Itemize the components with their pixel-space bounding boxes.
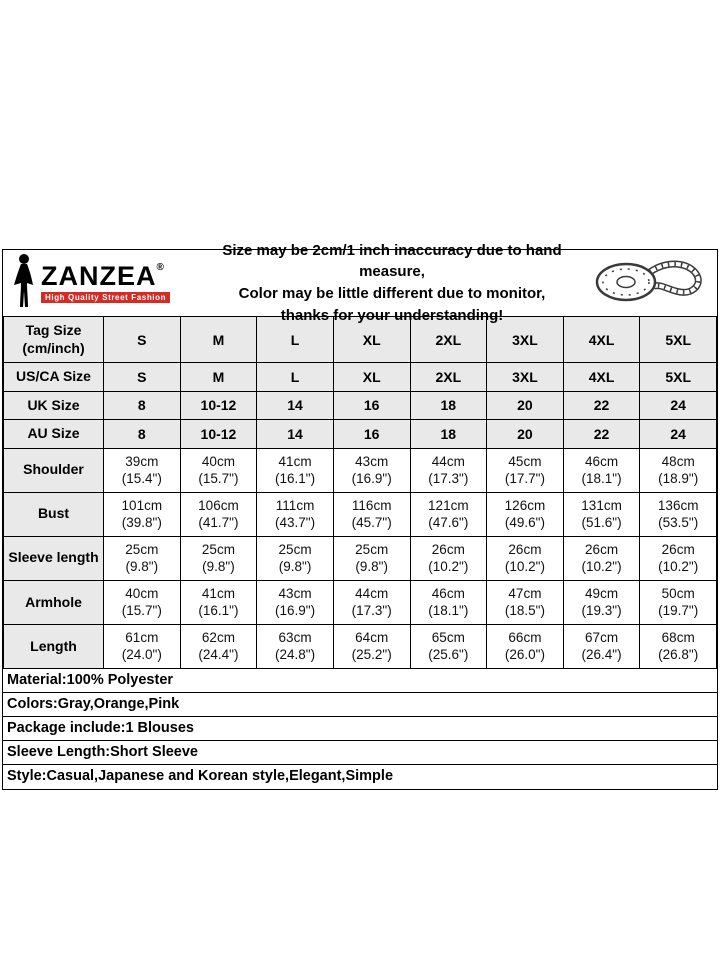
- registered-mark: ®: [156, 262, 165, 273]
- size-value-cell: 5XL: [640, 317, 717, 363]
- table-row: [4, 391, 717, 420]
- brand-name: ZANZEA®: [41, 261, 165, 291]
- size-value-cell: 22: [563, 391, 640, 420]
- size-value-cell: 8: [104, 420, 181, 449]
- table-row: [4, 420, 717, 449]
- notice-text: [195, 240, 589, 327]
- measure-value-cell: 121cm (47.6"): [410, 492, 487, 536]
- table-row: [4, 492, 717, 536]
- table-row: [4, 448, 717, 492]
- product-details: [3, 669, 717, 789]
- size-value-cell: L: [257, 363, 334, 392]
- size-chart-table: [3, 316, 717, 669]
- row-label-cell: US/CA Size: [4, 363, 104, 392]
- measure-value-cell: 43cm (16.9"): [333, 448, 410, 492]
- size-value-cell: 14: [257, 391, 334, 420]
- measure-value-cell: 116cm (45.7"): [333, 492, 410, 536]
- measure-value-cell: 41cm (16.1"): [257, 448, 334, 492]
- measure-value-cell: 63cm (24.8"): [257, 624, 334, 668]
- size-value-cell: S: [104, 317, 181, 363]
- measure-value-cell: 25cm (9.8"): [257, 536, 334, 580]
- measure-value-cell: 68cm (26.8"): [640, 624, 717, 668]
- row-label-cell: Sleeve length: [4, 536, 104, 580]
- table-row: [4, 624, 717, 668]
- size-value-cell: 10-12: [180, 420, 257, 449]
- measure-value-cell: 26cm (10.2"): [487, 536, 564, 580]
- detail-line: Package include:1 Blouses: [3, 717, 717, 741]
- row-label-cell: Armhole: [4, 580, 104, 624]
- measure-value-cell: 111cm (43.7"): [257, 492, 334, 536]
- measure-value-cell: 136cm (53.5"): [640, 492, 717, 536]
- detail-line: Material:100% Polyester: [3, 669, 717, 693]
- size-value-cell: 24: [640, 420, 717, 449]
- row-label-cell: AU Size: [4, 420, 104, 449]
- measure-value-cell: 67cm (26.4"): [563, 624, 640, 668]
- measuring-tape-icon: [589, 256, 711, 310]
- measure-value-cell: 41cm (16.1"): [180, 580, 257, 624]
- size-value-cell: L: [257, 317, 334, 363]
- brand-logo: [9, 253, 195, 314]
- measure-value-cell: 101cm (39.8"): [104, 492, 181, 536]
- measure-value-cell: 25cm (9.8"): [333, 536, 410, 580]
- size-value-cell: 18: [410, 420, 487, 449]
- measure-value-cell: 26cm (10.2"): [410, 536, 487, 580]
- measure-value-cell: 106cm (41.7"): [180, 492, 257, 536]
- row-label-cell: Tag Size (cm/inch): [4, 317, 104, 363]
- size-value-cell: 20: [487, 420, 564, 449]
- notice-line-1: Size may be 2cm/1 inch inaccuracy due to hand measure,: [222, 241, 562, 281]
- woman-silhouette-icon: [9, 253, 37, 314]
- measure-value-cell: 48cm (18.9"): [640, 448, 717, 492]
- size-value-cell: 20: [487, 391, 564, 420]
- measure-value-cell: 131cm (51.6"): [563, 492, 640, 536]
- logo-text: [41, 263, 170, 303]
- measure-value-cell: 25cm (9.8"): [104, 536, 181, 580]
- measure-value-cell: 64cm (25.2"): [333, 624, 410, 668]
- measure-value-cell: 46cm (18.1"): [410, 580, 487, 624]
- size-value-cell: 4XL: [563, 317, 640, 363]
- measure-value-cell: 47cm (18.5"): [487, 580, 564, 624]
- size-value-cell: 18: [410, 391, 487, 420]
- measure-value-cell: 40cm (15.7"): [104, 580, 181, 624]
- size-value-cell: 14: [257, 420, 334, 449]
- size-value-cell: S: [104, 363, 181, 392]
- size-value-cell: XL: [333, 363, 410, 392]
- size-value-cell: 16: [333, 391, 410, 420]
- detail-line: Colors:Gray,Orange,Pink: [3, 693, 717, 717]
- size-value-cell: 2XL: [410, 317, 487, 363]
- size-value-cell: 2XL: [410, 363, 487, 392]
- size-value-cell: 4XL: [563, 363, 640, 392]
- table-row: [4, 536, 717, 580]
- measure-value-cell: 44cm (17.3"): [410, 448, 487, 492]
- notice-line-2: Color may be little different due to monitor,: [238, 285, 546, 302]
- measure-value-cell: 44cm (17.3"): [333, 580, 410, 624]
- row-label-cell: UK Size: [4, 391, 104, 420]
- detail-line: Sleeve Length:Short Sleeve: [3, 741, 717, 765]
- measure-value-cell: 39cm (15.4"): [104, 448, 181, 492]
- measure-value-cell: 126cm (49.6"): [487, 492, 564, 536]
- measure-value-cell: 50cm (19.7"): [640, 580, 717, 624]
- row-label-cell: Shoulder: [4, 448, 104, 492]
- measure-value-cell: 45cm (17.7"): [487, 448, 564, 492]
- size-value-cell: M: [180, 363, 257, 392]
- measure-value-cell: 65cm (25.6"): [410, 624, 487, 668]
- size-chart-sheet: [2, 241, 718, 790]
- size-value-cell: 5XL: [640, 363, 717, 392]
- row-label-cell: Bust: [4, 492, 104, 536]
- brand-tagline: High Quality Street Fashion: [41, 292, 170, 303]
- measure-value-cell: 46cm (18.1"): [563, 448, 640, 492]
- measure-value-cell: 40cm (15.7"): [180, 448, 257, 492]
- measure-value-cell: 49cm (19.3"): [563, 580, 640, 624]
- detail-line: Style:Casual,Japanese and Korean style,Elegant,Simple: [7, 768, 394, 785]
- table-row: [4, 363, 717, 392]
- size-value-cell: 3XL: [487, 317, 564, 363]
- measure-value-cell: 62cm (24.4"): [180, 624, 257, 668]
- measure-value-cell: 43cm (16.9"): [257, 580, 334, 624]
- measure-value-cell: 66cm (26.0"): [487, 624, 564, 668]
- measure-value-cell: 26cm (10.2"): [563, 536, 640, 580]
- size-value-cell: 22: [563, 420, 640, 449]
- size-value-cell: XL: [333, 317, 410, 363]
- table-row: [4, 580, 717, 624]
- size-value-cell: 3XL: [487, 363, 564, 392]
- measure-value-cell: 61cm (24.0"): [104, 624, 181, 668]
- size-value-cell: 10-12: [180, 391, 257, 420]
- sheet-header: [3, 241, 717, 324]
- size-value-cell: 24: [640, 391, 717, 420]
- measure-value-cell: 25cm (9.8"): [180, 536, 257, 580]
- notice-line-3: thanks for your understanding!: [280, 306, 504, 324]
- size-value-cell: 16: [333, 420, 410, 449]
- row-label-cell: Length: [4, 624, 104, 668]
- measure-value-cell: 26cm (10.2"): [640, 536, 717, 580]
- size-value-cell: 8: [104, 391, 181, 420]
- size-value-cell: M: [180, 317, 257, 363]
